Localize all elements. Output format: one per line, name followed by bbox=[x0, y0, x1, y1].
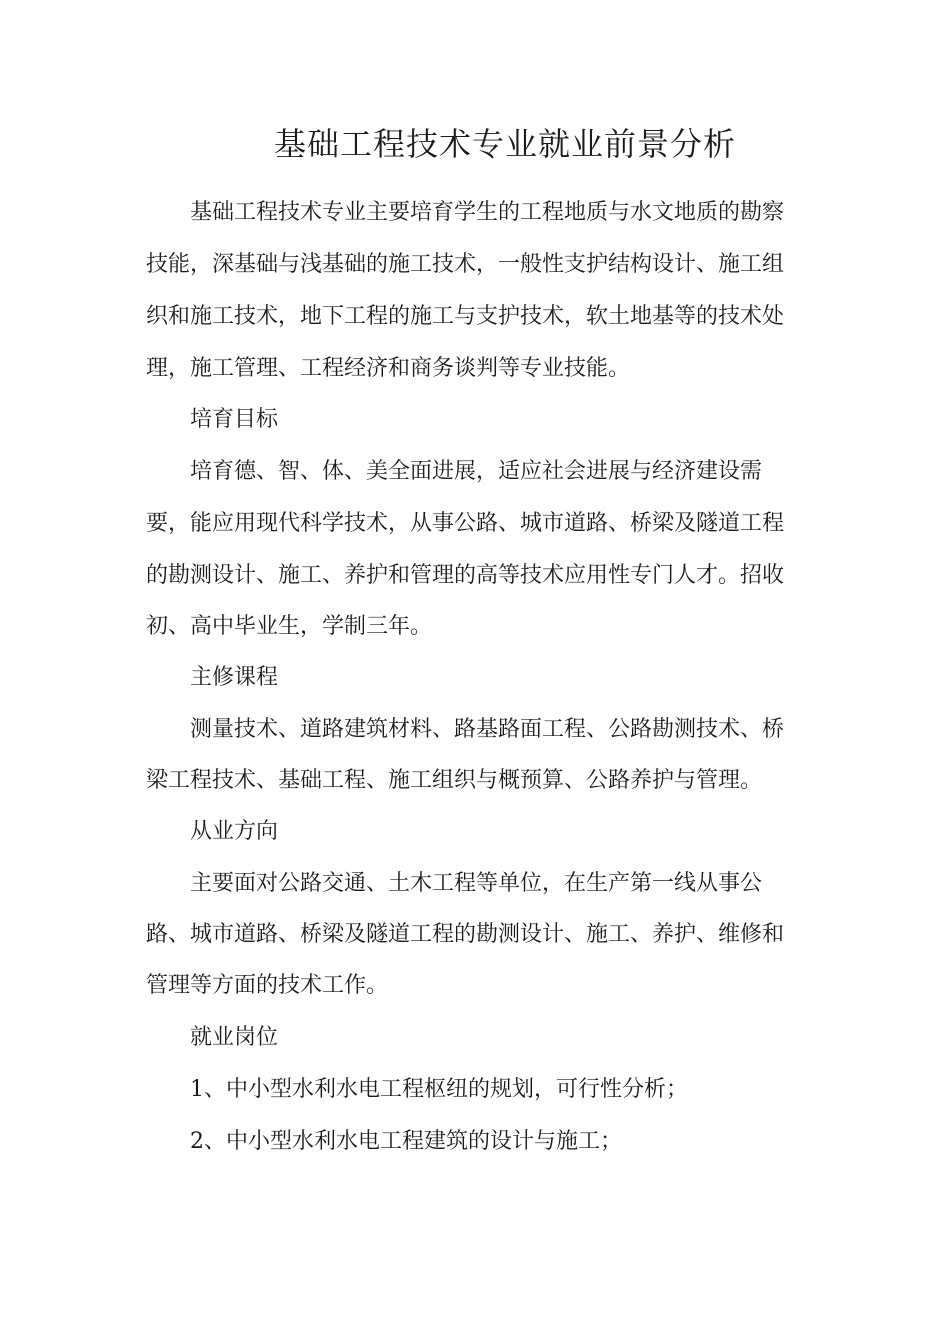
paragraph-line: 基础工程技术专业主要培育学生的工程地质与水文地质的勘察 bbox=[190, 200, 785, 225]
paragraph-line: 测量技术、道路建筑材料、路基路面工程、公路勘测技术、桥 bbox=[190, 717, 785, 742]
section-heading-training-goal: 培育目标 bbox=[190, 407, 279, 432]
paragraph-line: 要，能应用现代科学技术，从事公路、城市道路、桥梁及隧道工程 bbox=[146, 511, 785, 536]
paragraph-line: 初、高中毕业生，学制三年。 bbox=[146, 614, 433, 639]
section-heading-main-courses: 主修课程 bbox=[190, 665, 279, 690]
document-title: 基础工程技术专业就业前景分析 bbox=[273, 125, 736, 163]
paragraph-line: 理，施工管理、工程经济和商务谈判等专业技能。 bbox=[146, 356, 631, 381]
paragraph-line: 管理等方面的技术工作。 bbox=[146, 973, 389, 998]
paragraph-line: 织和施工技术，地下工程的施工与支护技术，软土地基等的技术处 bbox=[146, 304, 785, 329]
paragraph-line: 培育德、智、体、美全面进展，适应社会进展与经济建设需 bbox=[190, 459, 763, 484]
paragraph-line: 的勘测设计、施工、养护和管理的高等技术应用性专门人才。招收 bbox=[146, 563, 785, 588]
paragraph-line: 技能，深基础与浅基础的施工技术，一般性支护结构设计、施工组 bbox=[146, 252, 785, 277]
paragraph-line: 主要面对公路交通、土木工程等单位，在生产第一线从事公 bbox=[190, 871, 763, 896]
paragraph-line: 梁工程技术、基础工程、施工组织与概预算、公路养护与管理。 bbox=[146, 768, 763, 793]
list-item: 2、中小型水利水电工程建筑的设计与施工； bbox=[190, 1129, 622, 1154]
section-heading-job-positions: 就业岗位 bbox=[190, 1025, 279, 1050]
section-heading-career-direction: 从业方向 bbox=[190, 819, 279, 844]
list-item: 1、中小型水利水电工程枢纽的规划，可行性分析； bbox=[190, 1077, 688, 1102]
paragraph-line: 路、城市道路、桥梁及隧道工程的勘测设计、施工、养护、维修和 bbox=[146, 922, 785, 947]
